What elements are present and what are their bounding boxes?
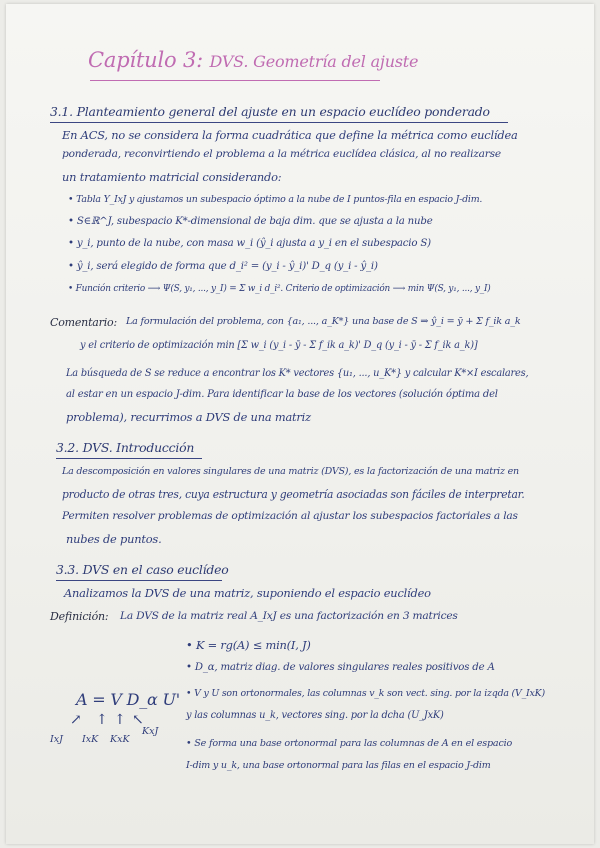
- s33-item-orthonormal-1: • V y U son ortonormales, las columnas v_k son vect. sing. por la izqda (V_IxK): [186, 688, 545, 699]
- arrow-up-icon: ↑: [114, 712, 126, 728]
- section-3-2-underline: [56, 458, 202, 459]
- s31-intro-line-2: ponderada, reconvirtiendo el problema a la métrica euclídea clásica, al no realizarse: [62, 148, 501, 160]
- s31-comment-line-3: La búsqueda de S se reduce a encontrar los K* vectores {u₁, ..., u_K*} y calcular K*×I escalares,: [66, 368, 529, 379]
- dim-label-a: IxJ: [50, 734, 63, 745]
- arrow-up-icon: ↗: [70, 712, 82, 728]
- s31-bullet-1: • Tabla Y_IxJ y ajustamos un subespacio óptimo a la nube de I puntos-fila en espacio J-dim.: [68, 194, 483, 205]
- chapter-title: [88, 48, 418, 72]
- dim-label-u: KxJ: [142, 726, 159, 737]
- section-3-3-underline: [56, 580, 222, 581]
- svd-formula: A = V D_α U': [76, 690, 180, 709]
- s33-item-diag: • D_α, matriz diag. de valores singulares reales positivos de A: [186, 662, 495, 673]
- section-3-2-heading: 3.2. DVS. Introducción: [56, 440, 195, 455]
- section-3-3-heading: 3.3. DVS en el caso euclídeo: [56, 562, 229, 577]
- section-3-1-heading: 3.1. Planteamiento general del ajuste en un espacio euclídeo ponderado: [50, 104, 490, 119]
- s33-item-rank: • K = rg(A) ≤ min(I, J): [186, 638, 311, 652]
- s31-comment-line-5: problema), recurrimos a DVS de una matriz: [66, 410, 311, 424]
- s32-body-line-3: Permiten resolver problemas de optimización al ajustar los subespacios factoriales a las: [62, 510, 518, 522]
- s31-comment-line-2: y el criterio de optimización min [Σ w_i (y_i - ȳ - Σ f_ik a_k)' D_q (y_i - ȳ - Σ f_ik a_k)]: [80, 340, 478, 351]
- chapter-subject: DVS. Geometría del ajuste: [209, 52, 419, 71]
- s31-comment-line-1: La formulación del problema, con {a₁, ..., a_K*} una base de S ⇒ ŷ_i = ȳ + Σ f_ik a_k: [126, 316, 521, 327]
- s32-body-line-1: La descomposición en valores singulares de una matriz (DVS), es la factorización de una matriz en: [62, 466, 519, 477]
- s31-bullet-3: • y_i, punto de la nube, con masa w_i (ŷ_i ajusta a y_i en el subespacio S): [68, 238, 431, 249]
- section-3-1-underline: [50, 122, 508, 123]
- s32-body-line-2: producto de otras tres, cuya estructura y geometría asociadas son fáciles de interpretar.: [62, 488, 525, 501]
- s31-bullet-2: • S∈ℝ^J, subespacio K*-dimensional de baja dim. que se ajusta a la nube: [68, 216, 433, 227]
- dim-label-d: KxK: [110, 734, 130, 745]
- s31-intro-line-3: un tratamiento matricial considerando:: [62, 170, 282, 184]
- s31-bullet-5: • Función criterio ⟶ Ψ(S, y₁, ..., y_I) = Σ w_i d_i². Criterio de optimización ⟶ min Ψ(S, y₁, ..., y_I): [68, 284, 491, 294]
- chapter-number: Capítulo 3:: [88, 48, 203, 72]
- s33-item-orthonormal-2: y las columnas u_k, vectores sing. por la dcha (U_JxK): [186, 710, 444, 721]
- arrow-up-icon: ↖: [132, 712, 144, 728]
- title-underline: [90, 80, 380, 81]
- definition-text: La DVS de la matriz real A_IxJ es una factorización en 3 matrices: [120, 610, 458, 622]
- s33-intro: Analizamos la DVS de una matriz, suponiendo el espacio euclídeo: [64, 586, 431, 600]
- s32-body-line-4: nubes de puntos.: [66, 532, 162, 546]
- definition-label: Definición:: [50, 610, 109, 623]
- s33-item-basis-2: I-dim y u_k, una base ortonormal para las filas en el espacio J-dim: [186, 760, 491, 771]
- arrow-up-icon: ↑: [96, 712, 108, 728]
- s31-bullet-4: • ŷ_i, será elegido de forma que d_i² = (y_i - ŷ_i)' D_q (y_i - ŷ_i): [68, 261, 378, 272]
- comment-label: Comentario:: [50, 316, 117, 329]
- dim-label-v: IxK: [82, 734, 99, 745]
- s31-comment-line-4: al estar en un espacio J-dim. Para identificar la base de los vectores (solución óptima del: [66, 389, 498, 400]
- notebook-page: [6, 4, 594, 844]
- s31-intro-line-1: En ACS, no se considera la forma cuadrática que define la métrica como euclídea: [62, 128, 518, 142]
- s33-item-basis-1: • Se forma una base ortonormal para las columnas de A en el espacio: [186, 738, 513, 749]
